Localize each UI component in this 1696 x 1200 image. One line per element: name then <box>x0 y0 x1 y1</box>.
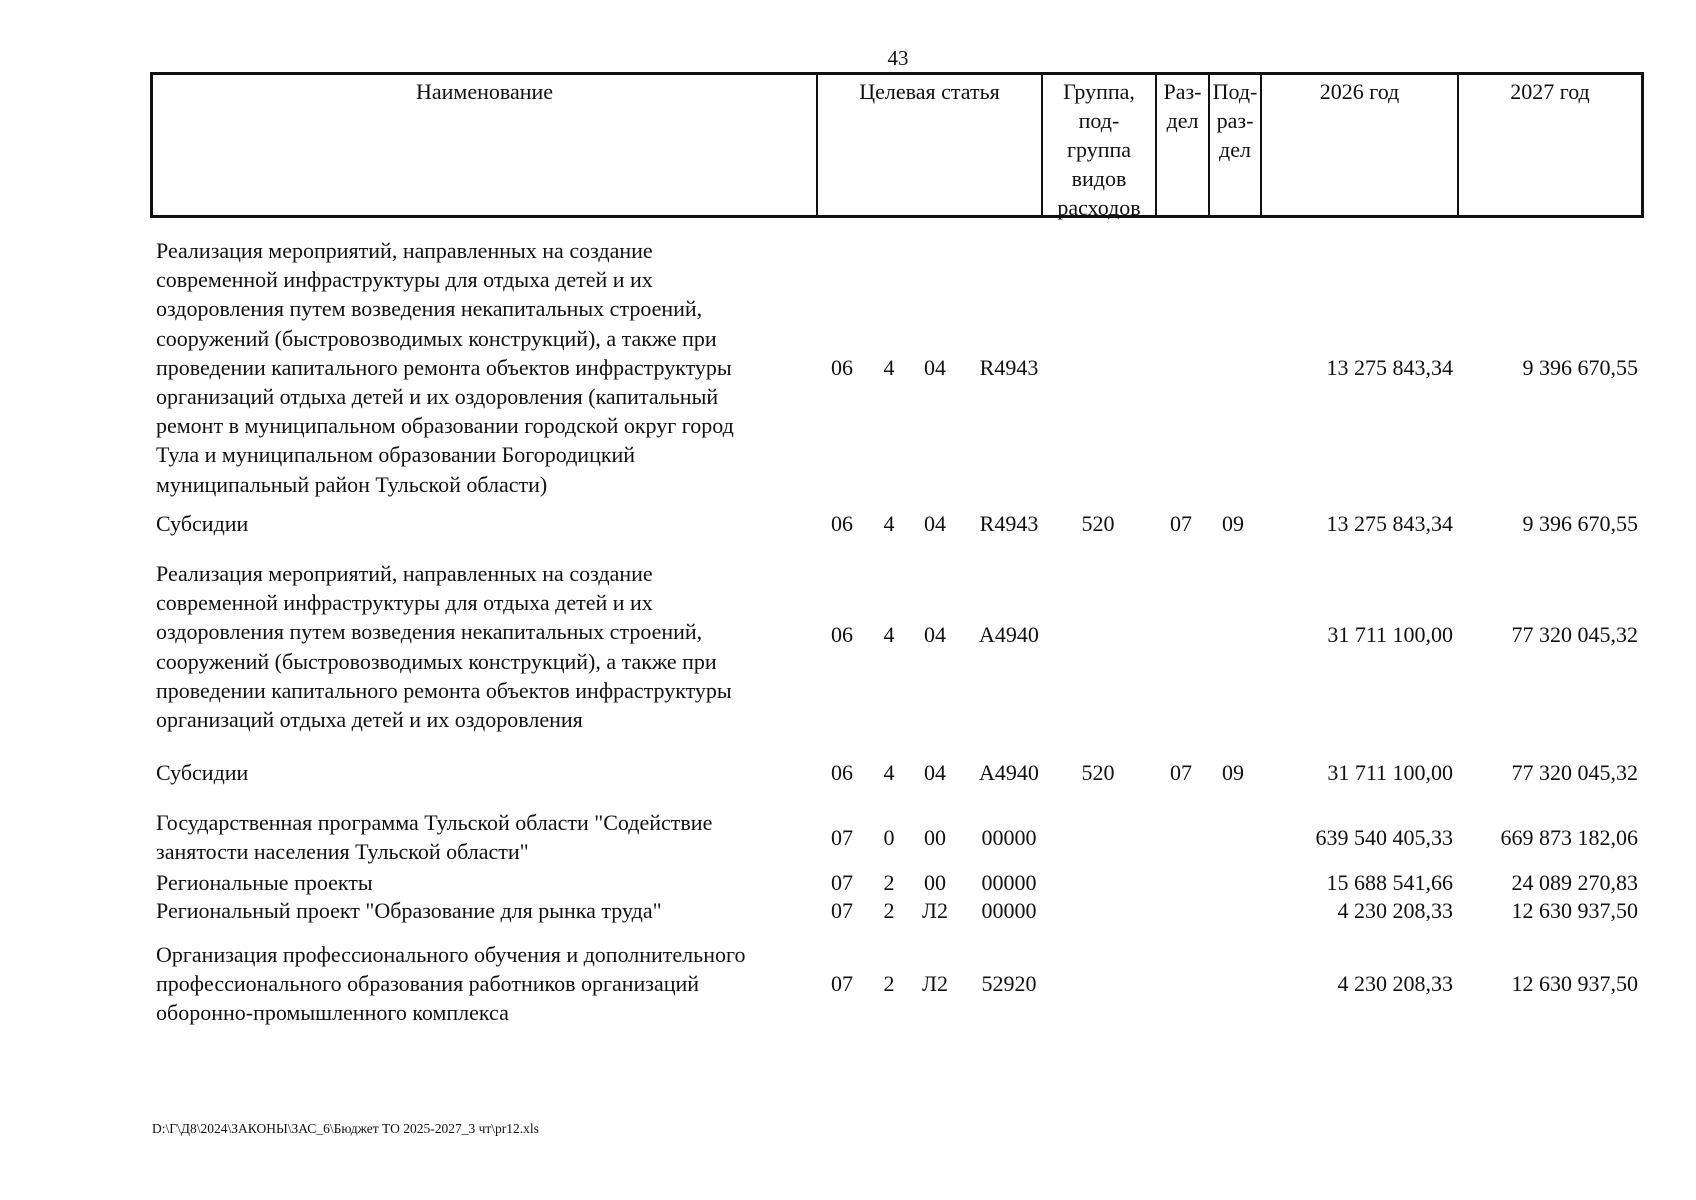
row-name-line: Организация профессионального обучения и дополнительного <box>156 942 746 967</box>
row-name-line: Реализация мероприятий, направленных на создание <box>156 561 653 586</box>
cell-code2: 4 <box>883 760 895 785</box>
cell-code4: 00000 <box>981 824 1037 850</box>
cell-code2: 4 <box>883 511 895 536</box>
cell-code1: 06 <box>831 760 853 785</box>
row-name-line: сооружений (быстровозводимых конструкций), а также при <box>156 325 717 351</box>
row-name <box>156 868 806 897</box>
cell-code3: Л2 <box>922 898 948 923</box>
cell-code4: А4940 <box>979 622 1039 647</box>
cell-code3: Л2 <box>922 971 948 997</box>
cell-section: 07 <box>1170 511 1192 536</box>
row-name <box>156 758 806 787</box>
cell-y2026: 13 275 843,34 <box>1326 354 1453 380</box>
row-name-line: организаций отдыха детей и их оздоровления (капитальный <box>156 384 719 410</box>
row-name-line: Субсидии <box>156 760 249 785</box>
cell-code4: 00000 <box>981 870 1037 895</box>
cell-y2027: 24 089 270,83 <box>1511 870 1638 895</box>
file-path-footer: D:\Г\Д8\2024\ЗАКОНЫ\ЗАС_6\Бюджет ТО 2025-2027_3 чт\pr12.xls <box>152 1121 539 1136</box>
cell-code4: R4943 <box>979 511 1039 536</box>
header-year-2026: 2026 год <box>1262 75 1459 215</box>
cell-code4: А4940 <box>979 760 1039 785</box>
cell-subsection: 09 <box>1222 511 1244 536</box>
cell-code3: 00 <box>924 870 946 895</box>
header-year-2027: 2027 год <box>1510 79 1590 104</box>
cell-code1: 07 <box>831 898 853 923</box>
cell-code1: 07 <box>831 870 853 895</box>
row-name <box>156 940 806 1028</box>
cell-code3: 00 <box>924 824 946 850</box>
cell-group: 520 <box>1081 511 1115 536</box>
cell-y2027: 12 630 937,50 <box>1511 898 1638 923</box>
row-name-line: сооружений (быстровозводимых конструкций), а также при <box>156 648 717 674</box>
cell-y2027: 9 396 670,55 <box>1522 511 1638 536</box>
cell-y2027: 77 320 045,32 <box>1511 760 1638 785</box>
row-name-line: Региональные проекты <box>156 870 373 895</box>
header-section: Раз- дел <box>1157 75 1210 215</box>
row-name-line: Тула и муниципальном образовании Богородицкий <box>156 442 636 468</box>
cell-code4: 00000 <box>981 898 1037 923</box>
cell-subsection: 09 <box>1222 760 1244 785</box>
cell-code1: 06 <box>831 622 853 647</box>
row-name-line: проведении капитального ремонта объектов инфраструктуры <box>156 354 732 380</box>
page-number: 43 <box>887 46 909 70</box>
cell-code2: 4 <box>883 354 895 380</box>
cell-y2027: 669 873 182,06 <box>1500 824 1638 850</box>
cell-code4: 52920 <box>981 971 1037 997</box>
row-name-line: оборонно-промышленного комплекса <box>156 1000 509 1026</box>
cell-code2: 0 <box>883 824 895 850</box>
cell-y2027: 77 320 045,32 <box>1511 622 1638 647</box>
cell-y2026: 31 711 100,00 <box>1327 760 1453 785</box>
row-name-line: Региональный проект "Образование для рынка труда" <box>156 898 662 923</box>
cell-code1: 06 <box>831 511 853 536</box>
cell-code3: 04 <box>924 622 946 647</box>
cell-section: 07 <box>1170 760 1192 785</box>
row-name-line: проведении капитального ремонта объектов инфраструктуры <box>156 677 732 703</box>
cell-code2: 2 <box>883 870 895 895</box>
header-target-article: Целевая статья <box>818 75 1043 215</box>
cell-y2026: 4 230 208,33 <box>1337 898 1453 923</box>
row-name <box>156 236 806 499</box>
row-name-line: занятости населения Тульской области" <box>156 839 529 865</box>
cell-y2026: 13 275 843,34 <box>1326 511 1453 536</box>
cell-code2: 4 <box>883 622 895 647</box>
cell-group: 520 <box>1081 760 1115 785</box>
cell-code2: 2 <box>883 971 895 997</box>
row-name <box>156 559 806 734</box>
row-name <box>156 509 806 538</box>
row-name-line: профессионального образования работников организаций <box>156 971 700 997</box>
row-name <box>156 896 806 925</box>
header-subsection: Под- раз- дел <box>1210 75 1262 215</box>
row-name-line: Государственная программа Тульской области "Содействие <box>156 810 713 835</box>
cell-y2026: 4 230 208,33 <box>1337 971 1453 997</box>
cell-y2026: 15 688 541,66 <box>1326 870 1453 895</box>
row-name-line: организаций отдыха детей и их оздоровления <box>156 707 583 733</box>
cell-code3: 04 <box>924 354 946 380</box>
header-expense-group: Группа, под- группа видов расходов <box>1043 75 1157 215</box>
cell-code1: 07 <box>831 824 853 850</box>
row-name-line: современной инфраструктуры для отдыха детей и их <box>156 590 653 616</box>
cell-y2026: 639 540 405,33 <box>1315 824 1453 850</box>
row-name-line: ремонт в муниципальном образовании городской округ город <box>156 413 734 439</box>
table-header <box>150 72 1644 218</box>
cell-code3: 04 <box>924 760 946 785</box>
cell-y2027: 12 630 937,50 <box>1511 971 1638 997</box>
row-name-line: современной инфраструктуры для отдыха детей и их <box>156 267 653 293</box>
cell-y2026: 31 711 100,00 <box>1327 622 1453 647</box>
cell-y2027: 9 396 670,55 <box>1522 354 1638 380</box>
cell-code2: 2 <box>883 898 895 923</box>
cell-code4: R4943 <box>979 354 1039 380</box>
row-name <box>156 808 806 866</box>
cell-code1: 07 <box>831 971 853 997</box>
row-name-line: Реализация мероприятий, направленных на создание <box>156 238 653 263</box>
row-name-line: оздоровления путем возведения некапитальных строений, <box>156 619 703 645</box>
row-name-line: муниципальный район Тульской области) <box>156 471 548 497</box>
cell-code3: 04 <box>924 511 946 536</box>
cell-code1: 06 <box>831 354 853 380</box>
row-name-line: оздоровления путем возведения некапитальных строений, <box>156 296 703 322</box>
header-name: Наименование <box>153 75 818 215</box>
row-name-line: Субсидии <box>156 511 249 536</box>
